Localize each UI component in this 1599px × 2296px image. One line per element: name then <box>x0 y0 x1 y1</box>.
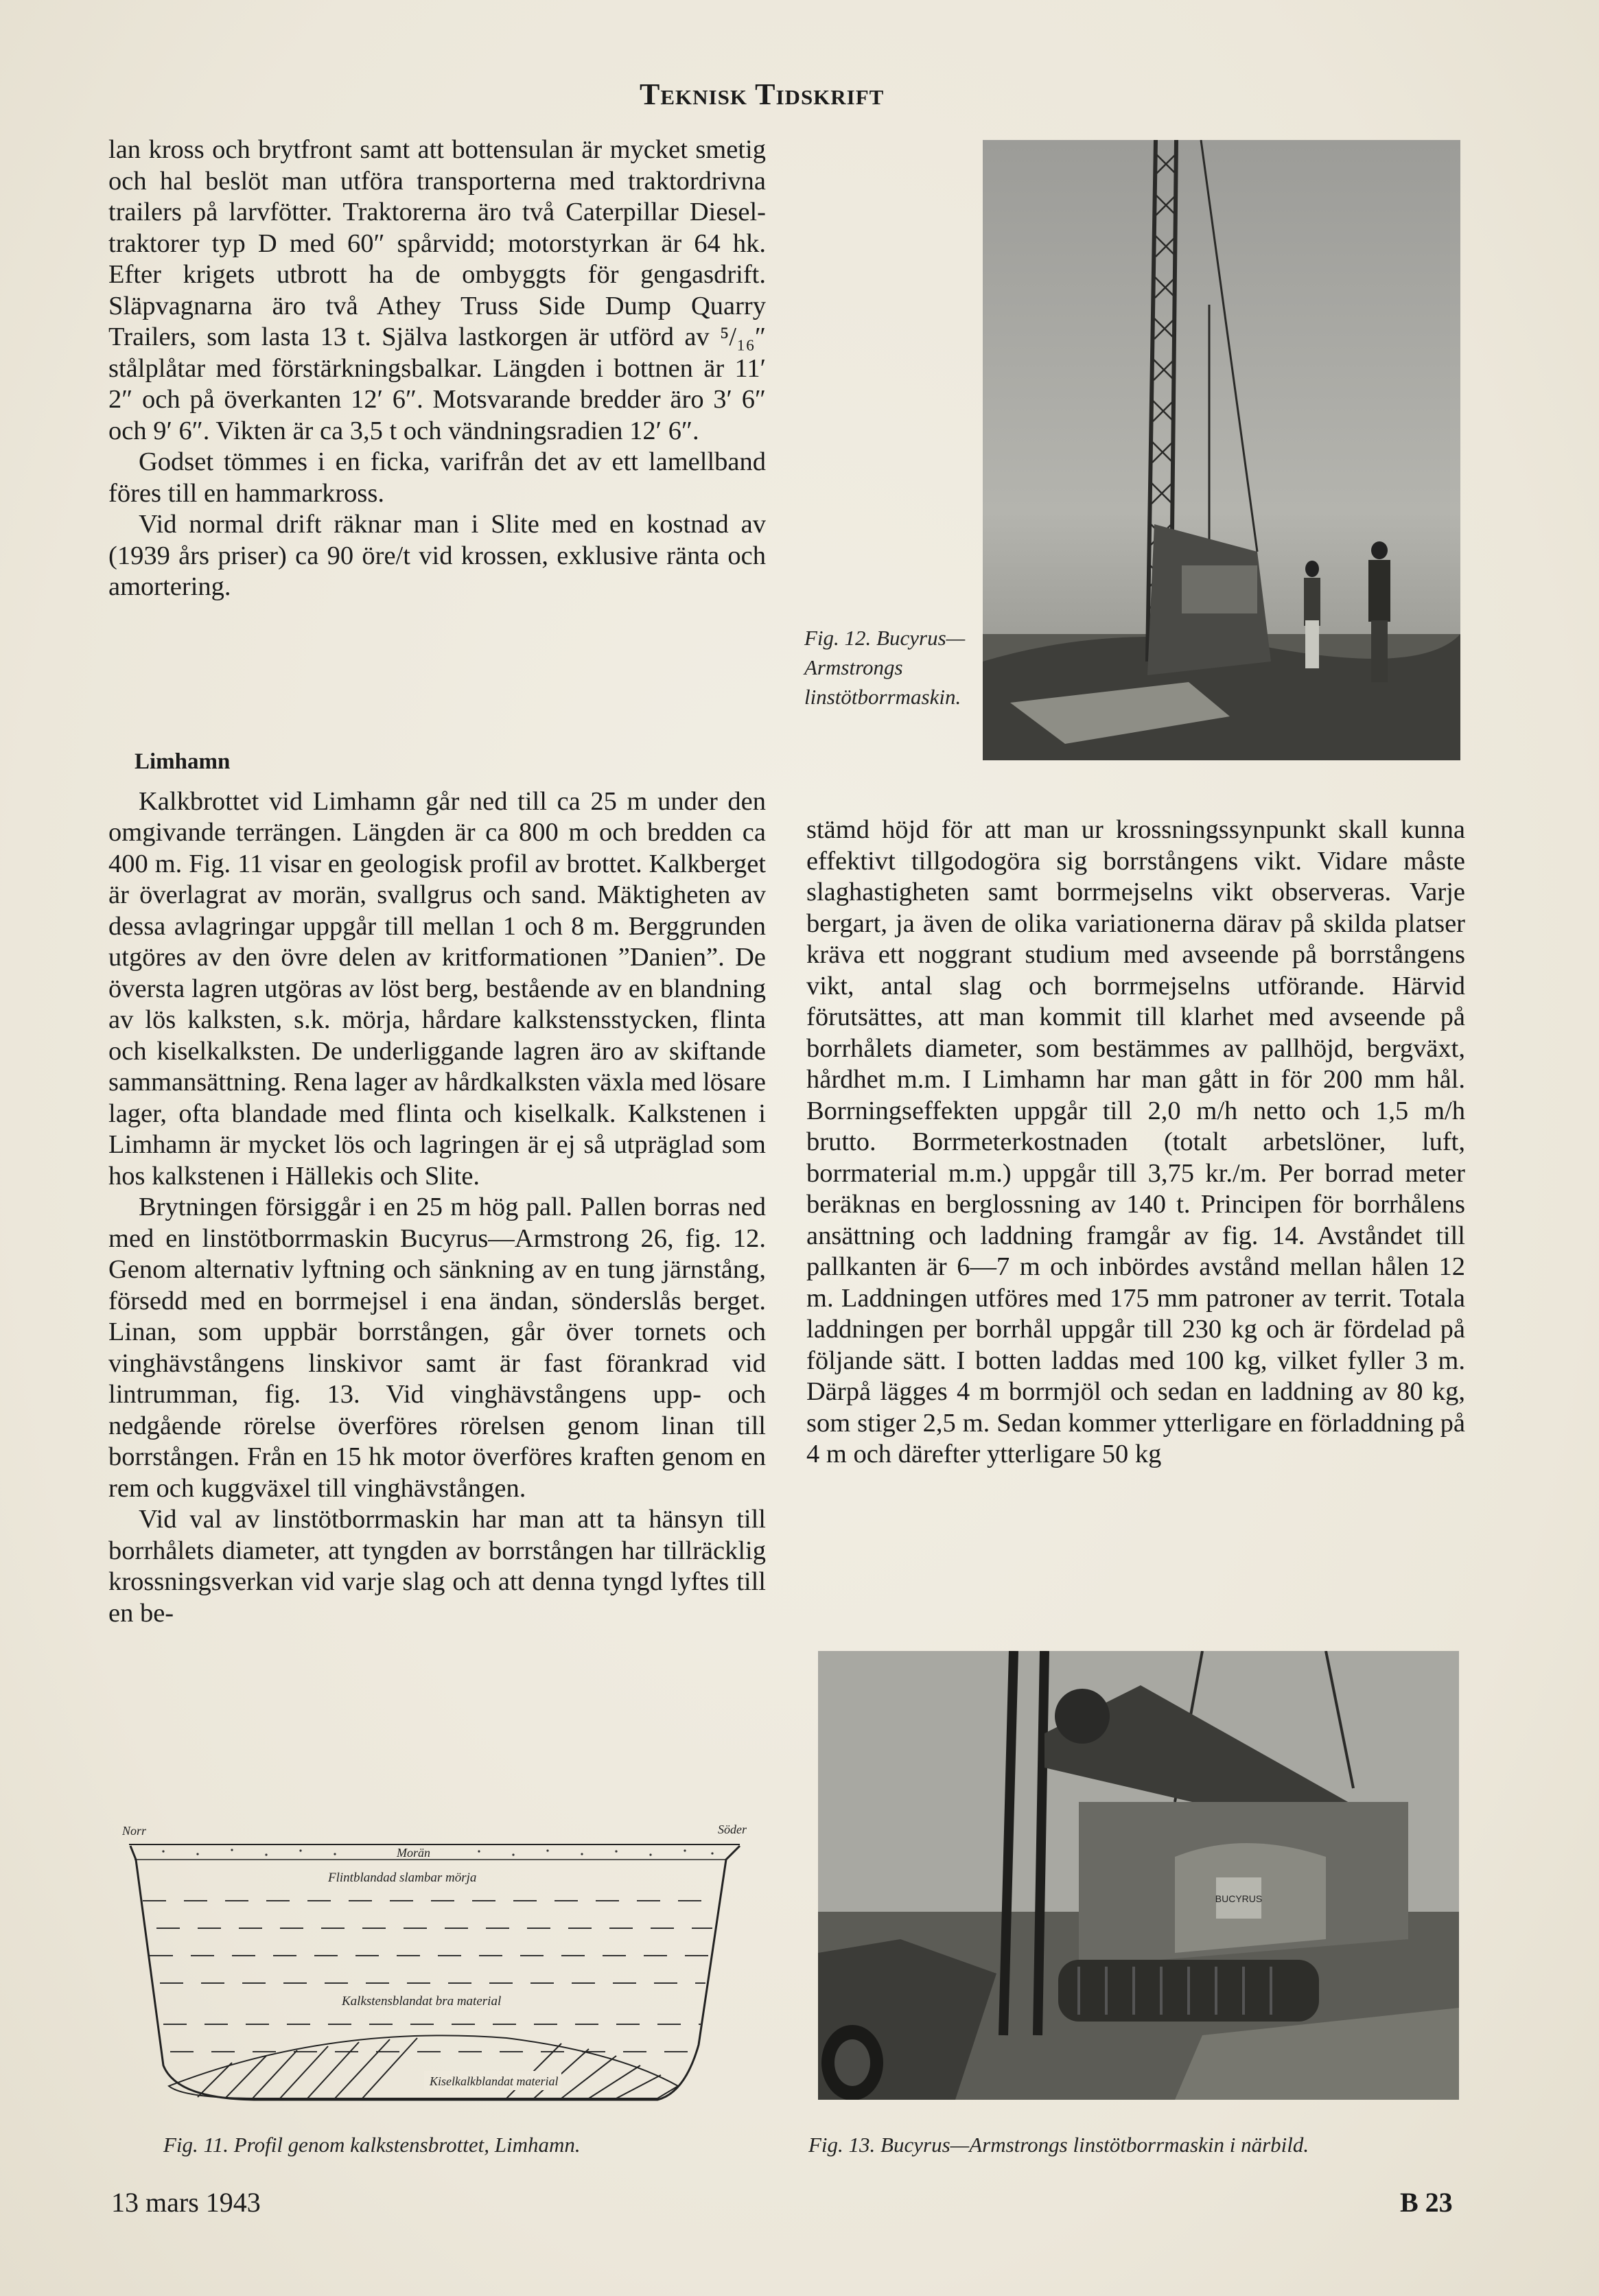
photo-drill-machine-closeup <box>818 1651 1459 2100</box>
machine-plate-label: BUCYRUS <box>1215 1893 1263 1904</box>
diagram-label-moraine: Morän <box>397 1846 430 1860</box>
left-column-limhamn <box>108 747 766 1629</box>
paragraph: Kalkbrottet vid Limhamn går ned till ca 25 m under den omgivande terrängen. Längden är ca 800 m och bredden ca 400 m. Fig. 11 visar en geologisk profil av brottet. Kalkberget är överlagrat av morän, svallgrus och sand. Mäktigheten av dessa avlagringar uppgår till mellan 1 och 8 m. Berggrunden utgöres av den övre delen av kritformationen ”Danien”. De översta lagren utgöras av löst berg, bestående av en blandning av lös kalksten, s.k. mörja, hårdare kalkstensstycken, flinta och kiselkalksten. De underliggande lagren äro av skiftande sammansättning. Rena lager av hårdkalksten växla med lösare lager, ofta blandade med flinta och kiselkalk. Kalkstenen i Limhamn är mycket lös och lagringen är ej så utpräglad som hos kalkstenen i Hällekis och Slite. <box>108 786 766 1191</box>
diagram-label-mixed-layer: Kalkstensblandat bra material <box>342 1994 502 2008</box>
paragraph: Brytningen försiggår i en 25 m hög pall. Pallen borras ned med en linstötborrmaskin Bucyrus—Armstrong 26, fig. 12. Genom alternativ lyftning och sänkning av en tung järnstång, försedd med en borrmejsel i ena ändan, sönderslås berget. Linan, som uppbär borrstången, går över tornets och vinghävstångens linskivor samt är fast förankrad vid lintrumman, fig. 13. Vid vinghävstångens upp- och nedgående rörelse överföres rörelsen genom linan till borrstången. Från en 15 hk motor överföres kraften genom en rem och kuggväxel till vinghävstången. <box>108 1193 766 1503</box>
diagram-label-bottom-layer: Kiselkalkblandat material <box>430 2074 559 2088</box>
footer-date: 13 mars 1943 <box>111 2187 261 2218</box>
paragraph: lan kross och brytfront samt att bottensulan är mycket smetig och hal beslöt man utföra transporterna med traktordrivna trailers på larvfötter. Traktorerna äro två Caterpillar Diesel-traktorer typ D med 60″ spårvidd; motorstyrkan är 64 hk. Efter krigets utbrott ha de ombyggts för gengasdrift. Släpvagnarna äro två Athey Truss Side Dump Quarry Trailers, som lasta 13 t. Själva lastkorgen är utförd av ⁵/₁₆″ stålplåtar med förstärkningsbalkar. Längden i bottnen är 11′ 2″ och på överkanten 12′ 6″. Motsvarande bredder äro 3′ 6″ och 9′ 6″. Vikten är ca 3,5 t och vändningsradien 12′ 6″. <box>108 135 766 445</box>
geological-profile-diagram <box>122 1818 747 2113</box>
figure-11-caption: Fig. 11. Profil genom kalkstensbrottet, Limhamn. <box>163 2133 581 2157</box>
diagram-label-north: Norr <box>122 1824 147 1838</box>
diagram-label-south: Söder <box>718 1823 747 1836</box>
diagram-label-flint-layer: Flintblandad slambar mörja <box>328 1871 477 1885</box>
paragraph: Vid val av linstötborrmaskin har man att ta hänsyn till borrhålets diameter, att tyngden av borrstången har tillräcklig krossningsverkan vid varje slag och att denna tyngd lyftes till en be- <box>108 1505 766 1628</box>
figure-12-caption: Fig. 12. Bucyrus—Armstrongs linstötborrmaskin. <box>804 626 966 709</box>
paragraph: Vid normal drift räknar man i Slite med en kostnad av (1939 års priser) ca 90 öre/t vid krossen, exklusive ränta och amortering. <box>108 510 766 601</box>
right-column <box>806 815 1465 1471</box>
paragraph: Godset tömmes i en ficka, varifrån det av ett lamellband föres till en hammarkross. <box>108 447 766 508</box>
running-header: Teknisk Tidskrift <box>640 78 885 111</box>
figure-13-caption: Fig. 13. Bucyrus—Armstrongs linstötborrmaskin i närbild. <box>808 2133 1309 2157</box>
moraine-dots <box>162 1849 713 1855</box>
paragraph: stämd höjd för att man ur krossningssynpunkt skall kunna effektivt tillgodogöra sig borrstångens vikt. Vidare måste slaghastigheten samt borrmejselns vikt observeras. Varje bergart, ja även de olika variationerna därav på skilda platser kräva ett noggrant studium med avseende på borrstångens vikt, antal slag och borrmejselns utförande. Härvid förutsättes, att man kommit till klarhet med avseende på borrhålets diameter, som bestämmes av pallhöjd, bergväxt, hårdhet m.m. I Limhamn har man gått in för 200 mm hål. Borrningseffekten uppgår till 2,0 m/h netto och 1,5 m/h brutto. Borrmeterkostnaden (totalt arbetslöner, luft, borrmaterial m.m.) uppgår till 3,75 kr./m. Per borrad meter beräknas en berglossning av 140 t. Principen för borrhålens ansättning och laddning framgår av fig. 14. Avståndet till pallkanten är 6—7 m och inbördes avstånd mellan hålen 12 m. Laddningen utföres med 175 mm patroner av territ. Totala laddningen per borrhål uppgår till 230 kg och är fördelad på följande sätt. I botten laddas med 100 kg, vilket fyller 3 m. Därpå lägges 4 m borrmjöl och sedan en laddning av 80 kg, som stiger 2,5 m. Sedan kommer ytterligare en förladdning på 4 m och därefter ytterligare 50 kg <box>806 815 1465 1468</box>
photo-drill-rig-tower <box>983 140 1460 760</box>
footer-page-number: B 23 <box>1400 2187 1453 2218</box>
left-column-upper <box>108 134 766 603</box>
section-heading: Limhamn <box>135 749 231 774</box>
